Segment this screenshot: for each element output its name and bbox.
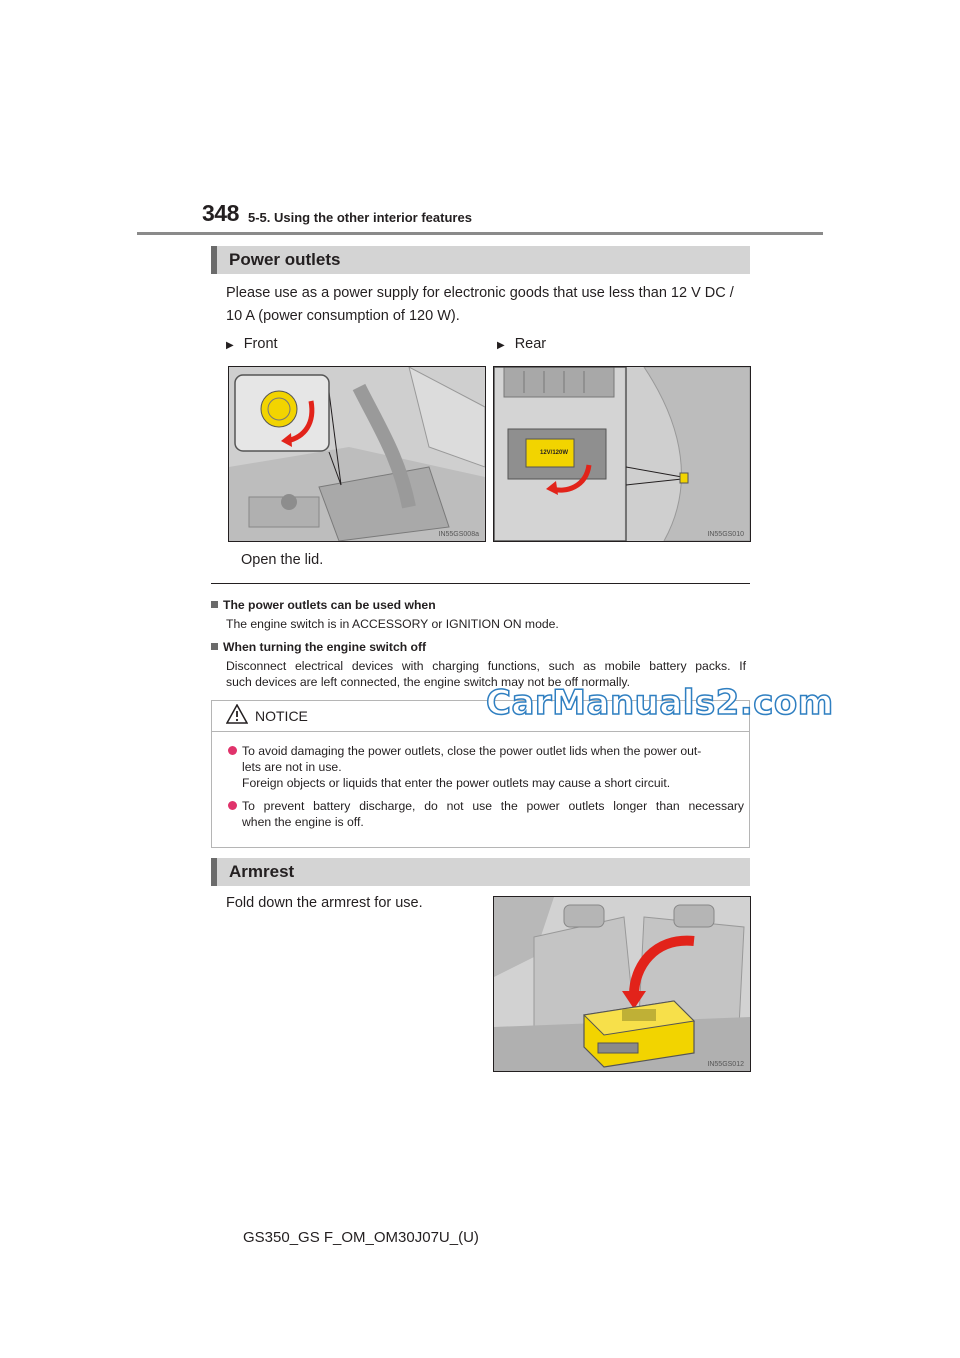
armrest-text: Fold down the armrest for use.: [226, 895, 423, 911]
rear-console-illustration: [494, 367, 750, 541]
square-bullet-icon: [211, 601, 218, 608]
header-rule: [137, 232, 823, 235]
front-outlet-figure: [228, 366, 486, 542]
notice-title: NOTICE: [255, 708, 308, 724]
watermark: CarManuals2.com: [486, 683, 834, 723]
bullet-dot-icon: [228, 801, 237, 810]
section-title: 5-5. Using the other interior features: [248, 210, 472, 225]
triangle-bullet-icon: ▶: [497, 340, 505, 351]
notice-bullet-1: To avoid damaging the power outlets, close the power outlet lids when the power out-: [228, 743, 701, 759]
armrest-heading: [211, 858, 750, 886]
armrest-figure: [493, 896, 751, 1072]
info-item-1-title: The power outlets can be used when: [211, 596, 436, 614]
power-outlets-intro-1: Please use as a power supply for electronic goods that use less than 12 V DC /: [226, 285, 734, 301]
armrest-illustration: [494, 897, 750, 1071]
notice-bullet-1-line-2: lets are not in use.: [242, 760, 342, 774]
power-outlets-heading-text: Power outlets: [229, 250, 341, 269]
power-outlets-intro-2: 10 A (power consumption of 120 W).: [226, 308, 460, 324]
rear-label: ▶ Rear: [497, 336, 547, 352]
bullet-dot-icon: [228, 746, 237, 755]
front-console-illustration: [229, 367, 485, 541]
square-bullet-icon: [211, 643, 218, 650]
page-number: 348: [202, 200, 239, 226]
rear-image-code: IN55GS010: [707, 531, 744, 538]
front-label: ▶ Front: [226, 336, 278, 352]
armrest-image-code: IN55GS012: [707, 1061, 744, 1068]
footer-code: GS350_GS F_OM_OM30J07U_(U): [243, 1229, 479, 1246]
info-item-2-line-1: Disconnect electrical devices with charging functions, such as mobile battery packs. If: [226, 659, 746, 673]
notice-bullet-2-line-2: when the engine is off.: [242, 815, 364, 829]
front-image-code: IN55GS008a: [438, 531, 479, 538]
section-divider: [211, 583, 750, 584]
power-outlets-heading: [211, 246, 750, 274]
warning-triangle-icon: [226, 704, 248, 724]
info-item-1-text: The engine switch is in ACCESSORY or IGNITION ON mode.: [226, 617, 559, 631]
armrest-heading-text: Armrest: [229, 862, 295, 881]
info-item-2-title: When turning the engine switch off: [211, 638, 426, 656]
rear-outlet-figure: [493, 366, 751, 542]
notice-bullet-1-line-3: Foreign objects or liquids that enter the power outlets may cause a short circuit.: [242, 776, 671, 790]
triangle-bullet-icon: ▶: [226, 340, 234, 351]
figure-caption: Open the lid.: [241, 552, 324, 568]
info-item-2-line-2: such devices are left connected, the engine switch may not be off normally.: [226, 675, 630, 689]
notice-bullet-2: To prevent battery discharge, do not use the power outlets longer than necessary: [228, 798, 744, 814]
outlet-rating-label: 12V/120W: [540, 450, 569, 456]
